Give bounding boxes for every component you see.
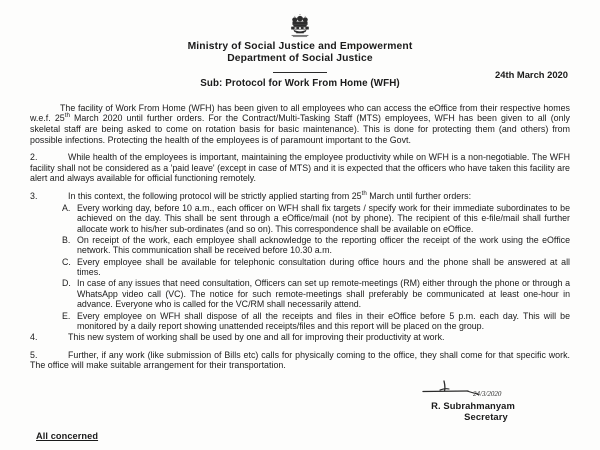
paragraph-3-number: 3. bbox=[30, 190, 38, 201]
paragraph-4-number: 4. bbox=[30, 332, 38, 343]
header-divider bbox=[273, 72, 327, 73]
paragraph-4 bbox=[30, 332, 570, 343]
list-item-marker: B. bbox=[62, 234, 71, 245]
paragraph-5 bbox=[30, 350, 570, 371]
addressee-note: All concerned bbox=[36, 431, 99, 441]
list-item bbox=[30, 257, 570, 278]
ministry-title: Ministry of Social Justice and Empowerment bbox=[187, 41, 413, 52]
paragraph-5-text: Further, if any work (like submission of Bills etc) calls for physically coming to the office, they shall come for that specific work. The office will make suitable arrangement for their transportation. bbox=[30, 349, 570, 371]
paragraph-3-part-1: In this context, the following protocol will be strictly applied starting from 25 bbox=[68, 190, 362, 201]
handwritten-date-text: 24/3/2020 bbox=[473, 390, 502, 398]
paragraph-1-superscript: th bbox=[64, 112, 70, 120]
department-title: Department of Social Justice bbox=[227, 53, 373, 65]
protocol-list bbox=[30, 203, 570, 332]
subject-line: Sub: Protocol for Work From Home (WFH) bbox=[200, 77, 400, 89]
paragraph-1 bbox=[30, 103, 570, 145]
subject-row bbox=[30, 68, 570, 94]
list-item bbox=[30, 203, 570, 235]
paragraph-1-part-2: March 2020 until further orders. For the Contract/Multi-Tasking Staff (MTS) employees, WFH has been given to all (only skeletal staff are being asked to come on rotation basis for basic maintenance). This is done for protecting them (and others) from possible infections. Protecting the health of the employees is of paramount important to the Govt. bbox=[30, 113, 570, 145]
paragraph-1-part-1: The facility of Work From Home (WFH) has been given to all employees who can access the eOffice from their respective homes w.e.f. 25 bbox=[30, 102, 570, 124]
list-item-text: Every employee on WFH shall dispose of all the receipts and files in their eOffice before 5 p.m. each day. This will be monitored by a daily report showing unattended receipts/files and this report will be placed on the group. bbox=[77, 310, 570, 332]
document-body bbox=[30, 103, 570, 371]
list-item-text: In case of any issues that need consultation, Officers can set up remote-meetings (RM) either through the phone or through a WhatsApp video call (VC). The notice for such remote-meetings shall preferably be communicated at least one-hour in advance. Everyone who is called for the VC/RM shall necessarily attend. bbox=[77, 278, 570, 310]
list-item-marker: A. bbox=[62, 202, 71, 213]
paragraph-3-superscript: th bbox=[361, 190, 367, 198]
list-item bbox=[30, 235, 570, 256]
signatory-name: R. Subrahmanyam bbox=[431, 400, 515, 411]
india-national-emblem-icon bbox=[287, 14, 313, 40]
list-item bbox=[30, 311, 570, 332]
list-item-text: Every employee shall be available for telephonic consultation during office hours and the phone shall be answered at all times. bbox=[77, 256, 570, 278]
paragraph-3-part-2: March until further orders: bbox=[366, 190, 472, 201]
paragraph-3 bbox=[30, 191, 570, 202]
document-header bbox=[30, 14, 570, 73]
list-item-text: Every working day, before 10 a.m., each officer on WFH shall fix targets / specify work for their immediate subordinates to be achieved on the day. This shall be sent through a eOffice/mail (not by phone). The recipient of this e-file/mail shall further allocate work to his/her sub-ordinates (and so on). This correspondence shall be available on eOffice. bbox=[77, 202, 570, 234]
handwritten-signature-icon bbox=[398, 380, 548, 400]
signatory-title: Secretary bbox=[464, 411, 508, 422]
paragraph-2 bbox=[30, 152, 570, 184]
paragraph-2-number: 2. bbox=[30, 152, 38, 163]
paragraph-5-number: 5. bbox=[30, 349, 38, 360]
paragraph-4-text: This new system of working shall be used by one and all for improving their productivity at work. bbox=[68, 332, 445, 343]
paragraph-2-text: While health of the employees is important, maintaining the employee productivity while on WFH is a non-negotiable. The WFH facility shall not be considered as a 'paid leave' (except in case of MTS) and it is expected that the officers who have taken this facility are alert and always available for official functioning remotely. bbox=[30, 152, 570, 184]
list-item-marker: E. bbox=[62, 310, 71, 321]
list-item-marker: C. bbox=[62, 256, 71, 267]
list-item bbox=[30, 278, 570, 310]
list-item-marker: D. bbox=[62, 278, 71, 289]
list-item-text: On receipt of the work, each employee shall acknowledge to the reporting officer the receipt of the work using the eOffice network. This communication shall be received before 10.30 a.m. bbox=[77, 234, 570, 256]
signature-block bbox=[398, 380, 548, 422]
document-date: 24th March 2020 bbox=[495, 68, 568, 80]
